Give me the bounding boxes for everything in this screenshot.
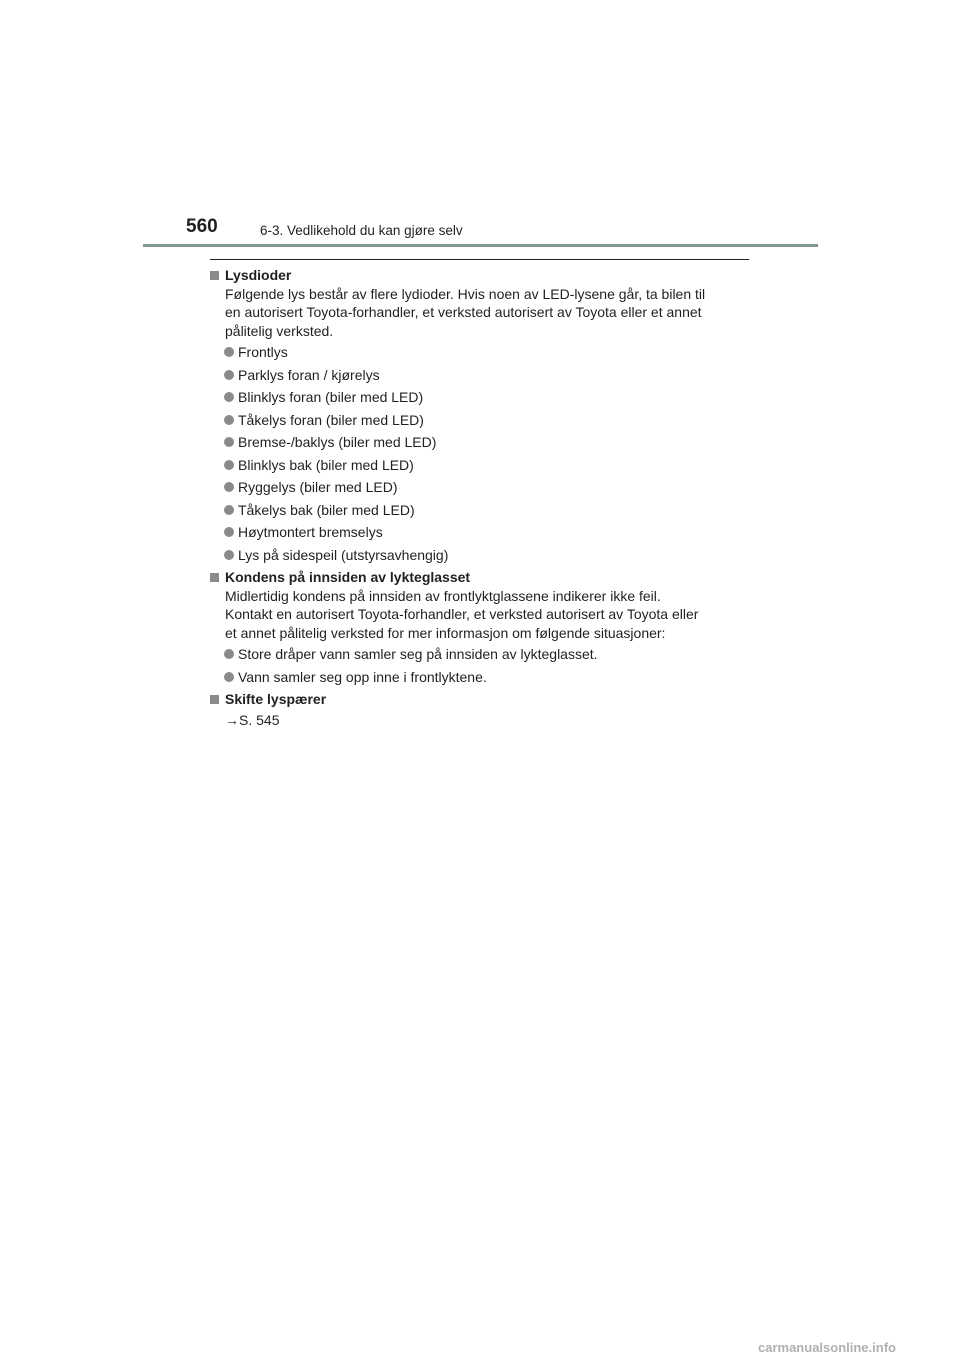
- paragraph-line: pålitelig verksted.: [225, 322, 334, 339]
- list-item-text: Blinklys foran (biler med LED): [238, 389, 424, 405]
- list-item-text: Vann samler seg opp inne i frontlyktene.: [238, 668, 487, 685]
- section-kondens: [210, 568, 755, 686]
- list-item-text: Parklys foran / kjørelys: [238, 366, 380, 383]
- list-item: [210, 645, 755, 664]
- round-bullet-icon: [224, 437, 234, 447]
- round-bullet-icon: [224, 392, 234, 402]
- square-bullet-icon: [210, 573, 219, 582]
- header-rule: [143, 244, 818, 247]
- round-bullet-icon: [224, 415, 234, 425]
- section-skifte-lyspaerer: [210, 690, 755, 729]
- list-item: [210, 388, 755, 407]
- list-item-text: Bremse-/baklys (biler med LED): [238, 434, 437, 450]
- list-item: [210, 411, 755, 430]
- section-lysdioder: [210, 266, 755, 564]
- paragraph-line: en autorisert Toyota-forhandler, et verksted autorisert av Toyota eller et annet: [225, 304, 702, 320]
- paragraph-line: Følgende lys består av flere lydioder. Hvis noen av LED-lysene går, ta bilen til: [225, 285, 706, 302]
- list-item: [210, 523, 755, 542]
- list-item-text: Blinklys bak (biler med LED): [238, 456, 414, 473]
- section-heading: [210, 568, 755, 587]
- round-bullet-icon: [224, 460, 234, 470]
- list-item-text: Lys på sidespeil (utstyrsavhengig): [238, 546, 449, 563]
- section-paragraph: [210, 587, 755, 643]
- square-bullet-icon: [210, 271, 219, 280]
- bullet-list: [210, 645, 755, 686]
- round-bullet-icon: [224, 505, 234, 515]
- round-bullet-icon: [224, 347, 234, 357]
- list-item: [210, 366, 755, 385]
- list-item: [210, 343, 755, 362]
- section-title: 6-3. Vedlikehold du kan gjøre selv: [260, 223, 463, 238]
- paragraph-line: et annet pålitelig verksted for mer informasjon om følgende situasjoner:: [225, 624, 666, 641]
- page-number: 560: [186, 216, 218, 237]
- round-bullet-icon: [224, 482, 234, 492]
- paragraph-line: Midlertidig kondens på innsiden av frontlyktglassene indikerer ikke feil.: [225, 587, 661, 604]
- heading-text: Lysdioder: [225, 267, 292, 283]
- round-bullet-icon: [224, 550, 234, 560]
- content-body: [210, 266, 755, 732]
- list-item: [210, 478, 755, 497]
- section-paragraph: [210, 285, 755, 341]
- heading-text: Skifte lyspærer: [225, 691, 327, 707]
- list-item: [210, 456, 755, 475]
- round-bullet-icon: [224, 527, 234, 537]
- list-item: [210, 501, 755, 520]
- round-bullet-icon: [224, 370, 234, 380]
- list-item: [210, 546, 755, 565]
- bullet-list: [210, 343, 755, 564]
- content-rule: [210, 259, 749, 260]
- paragraph-line: Kontakt en autorisert Toyota-forhandler, et verksted autorisert av Toyota eller: [225, 606, 699, 622]
- list-item-text: Frontlys: [238, 344, 288, 360]
- round-bullet-icon: [224, 672, 234, 682]
- round-bullet-icon: [224, 649, 234, 659]
- section-heading: [210, 266, 755, 285]
- watermark: carmanualsonline.info: [758, 1340, 896, 1355]
- heading-text: Kondens på innsiden av lykteglasset: [225, 569, 471, 585]
- list-item: [210, 433, 755, 452]
- section-heading: [210, 690, 755, 709]
- list-item-text: Tåkelys foran (biler med LED): [238, 411, 424, 428]
- list-item-text: Ryggelys (biler med LED): [238, 479, 398, 495]
- list-item-text: Store dråper vann samler seg på innsiden av lykteglasset.: [238, 646, 598, 662]
- list-item-text: Tåkelys bak (biler med LED): [238, 501, 415, 518]
- page-reference-link[interactable]: →S. 545: [225, 711, 280, 728]
- square-bullet-icon: [210, 695, 219, 704]
- list-item-text: Høytmontert bremselys: [238, 524, 383, 540]
- list-item: [210, 668, 755, 687]
